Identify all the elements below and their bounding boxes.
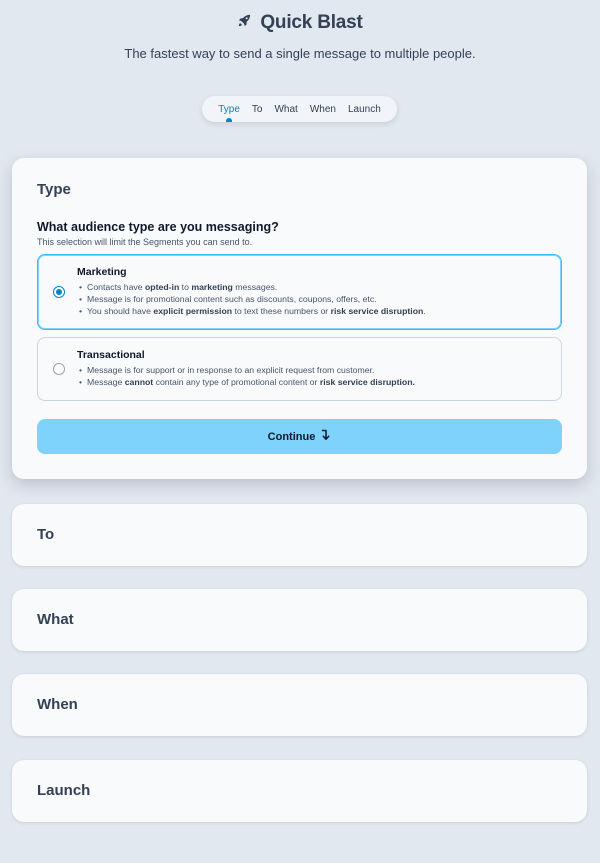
step-launch[interactable]: Launch [347,103,381,115]
rocket-icon [237,13,252,33]
type-section-title: Type [37,181,71,198]
launch-section-card[interactable] [12,760,587,822]
transactional-bullets [77,365,415,389]
step-what[interactable]: What [274,103,298,115]
when-section-card[interactable] [12,674,587,736]
option-marketing-label: Marketing [77,266,127,278]
list-item: • Contacts have opted-in to marketing messages. [77,282,426,294]
step-type[interactable]: Type [218,104,240,115]
list-item: • Message cannot contain any type of promotional content or risk service disruption. [77,377,415,389]
arrow-down-turn-icon [321,429,331,444]
audience-question: What audience type are you messaging? [37,220,279,234]
to-section-card[interactable] [12,504,587,566]
marketing-bullets [77,282,426,317]
list-item: • You should have explicit permission to text these numbers or risk service disruption. [77,306,426,318]
page-title: Quick Blast [260,12,363,33]
step-navigation [202,96,397,122]
step-when[interactable]: When [309,103,336,115]
audience-hint: This selection will limit the Segments you can send to. [37,237,253,247]
launch-section-title: Launch [37,782,91,799]
title-row [0,12,600,34]
continue-label: Continue [267,430,316,443]
when-section-title: When [37,696,78,713]
type-section-card [12,158,587,479]
list-item: • Message is for support or in response to an explicit request from customer. [77,365,415,377]
transactional-radio[interactable] [53,363,65,375]
what-section-title: What [37,611,74,628]
to-section-title: To [37,526,55,543]
option-marketing[interactable] [37,254,562,330]
page-subtitle: The fastest way to send a single message to multiple people. [124,46,476,61]
list-item: • Message is for promotional content such as discounts, coupons, offers, etc. [77,294,426,306]
step-to[interactable]: To [251,103,263,115]
marketing-radio[interactable] [53,286,65,298]
continue-button[interactable] [37,419,562,454]
active-step-indicator [226,118,232,122]
what-section-card[interactable] [12,589,587,651]
option-transactional[interactable] [37,337,562,401]
option-transactional-label: Transactional [77,349,145,361]
page-header [0,0,600,61]
